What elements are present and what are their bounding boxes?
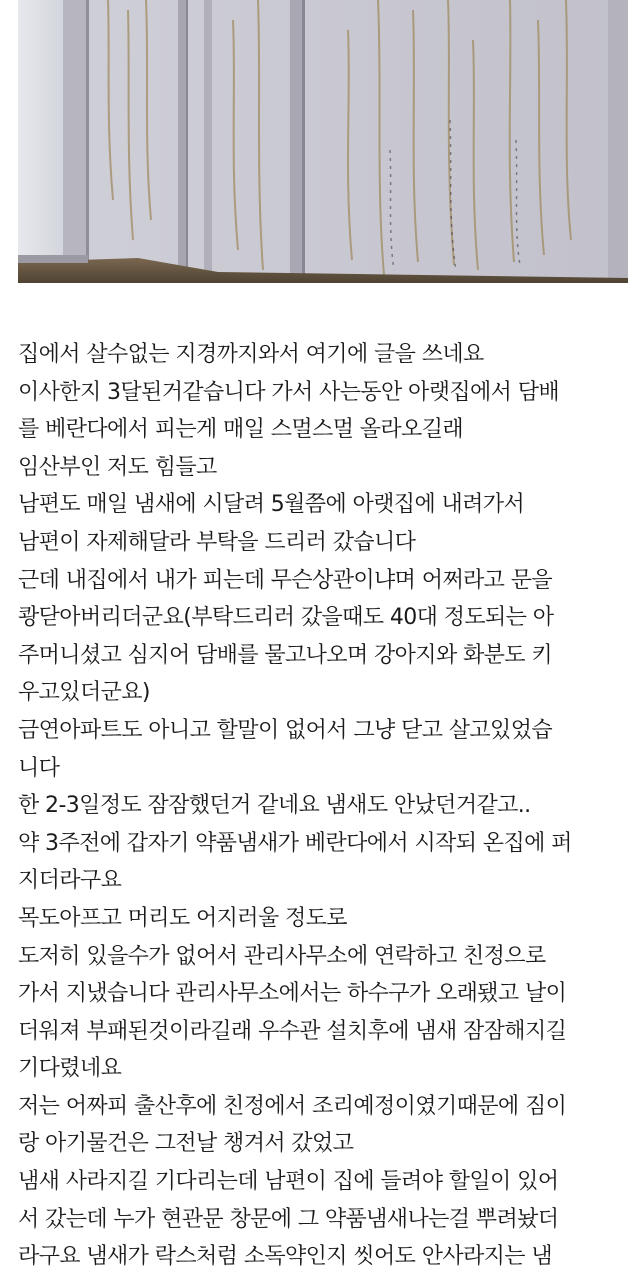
post-text-line: 랑 아기물건은 그전날 챙겨서 갔었고	[18, 1131, 354, 1157]
post-text-line: 저는 어짜피 출산후에 친정에서 조리예정이였기때문에 짐이	[18, 1093, 567, 1119]
post-text-line: 남편도 매일 냄새에 시달려 5월쯤에 아랫집에 내려가서	[18, 492, 525, 518]
photo-wall-stains	[18, 0, 628, 283]
post-text-line: 금연아파트도 아니고 할말이 없어서 그냥 닫고 살고있었습	[18, 717, 553, 743]
post-text-line: 이사한지 3달된거같습니다 가서 사는동안 아랫집에서 담배	[18, 379, 560, 405]
post-text-line: 집에서 살수없는 지경까지와서 여기에 글을 쓰네요	[18, 342, 484, 367]
post-text-line: 남편이 자제해달라 부탁을 드리러 갔습니다	[18, 529, 416, 555]
post-text-line: 더워져 부패된것이라길래 우수관 설치후에 냄새 잠잠해지길	[18, 1018, 567, 1044]
post-body	[18, 336, 628, 1276]
post-text-line: 약 3주전에 갑자기 약품냄새가 베란다에서 시작되 온집에 퍼	[18, 830, 572, 856]
post-photo	[18, 0, 628, 283]
post-text-line: 주머니셨고 심지어 담배를 물고나오며 강아지와 화분도 키	[18, 642, 553, 668]
post-text-line: 기다렸네요	[18, 1056, 122, 1082]
post-text-line: 지더라구요	[18, 868, 122, 894]
post-text-line: 라구요 냄새가 락스처럼 소독약인지 씻어도 안사라지는 냄	[18, 1244, 553, 1270]
post-text-line: 한 2-3일정도 잠잠했던거 같네요 냄새도 안났던거같고..	[18, 793, 531, 819]
post-text-line: 우고있더군요)	[18, 680, 150, 706]
post-text-line: 를 베란다에서 피는게 매일 스멀스멀 올라오길래	[18, 417, 464, 443]
post-text-line: 냄새 사라지길 기다리는데 남편이 집에 들려야 할일이 있어	[18, 1169, 559, 1195]
post-text-line: 니다	[18, 755, 60, 781]
post-text-line: 도저히 있을수가 없어서 관리사무소에 연락하고 친정으로	[18, 943, 546, 969]
post-text-line: 가서 지냈습니다 관리사무소에서는 하수구가 오래됐고 날이	[18, 981, 567, 1007]
post-text-line: 근데 내집에서 내가 피는데 무슨상관이냐며 어쩌라고 문을	[18, 567, 553, 593]
post-text-line: 임산부인 저도 힘들고	[18, 454, 217, 480]
post-text-line: 목도아프고 머리도 어지러울 정도로	[18, 905, 347, 931]
post-text-line: 서 갔는데 누가 현관문 창문에 그 약품냄새나는걸 뿌려놨더	[18, 1206, 559, 1232]
post-text-line: 쾅닫아버리더군요(부탁드리러 갔을때도 40대 정도되는 아	[18, 605, 554, 631]
